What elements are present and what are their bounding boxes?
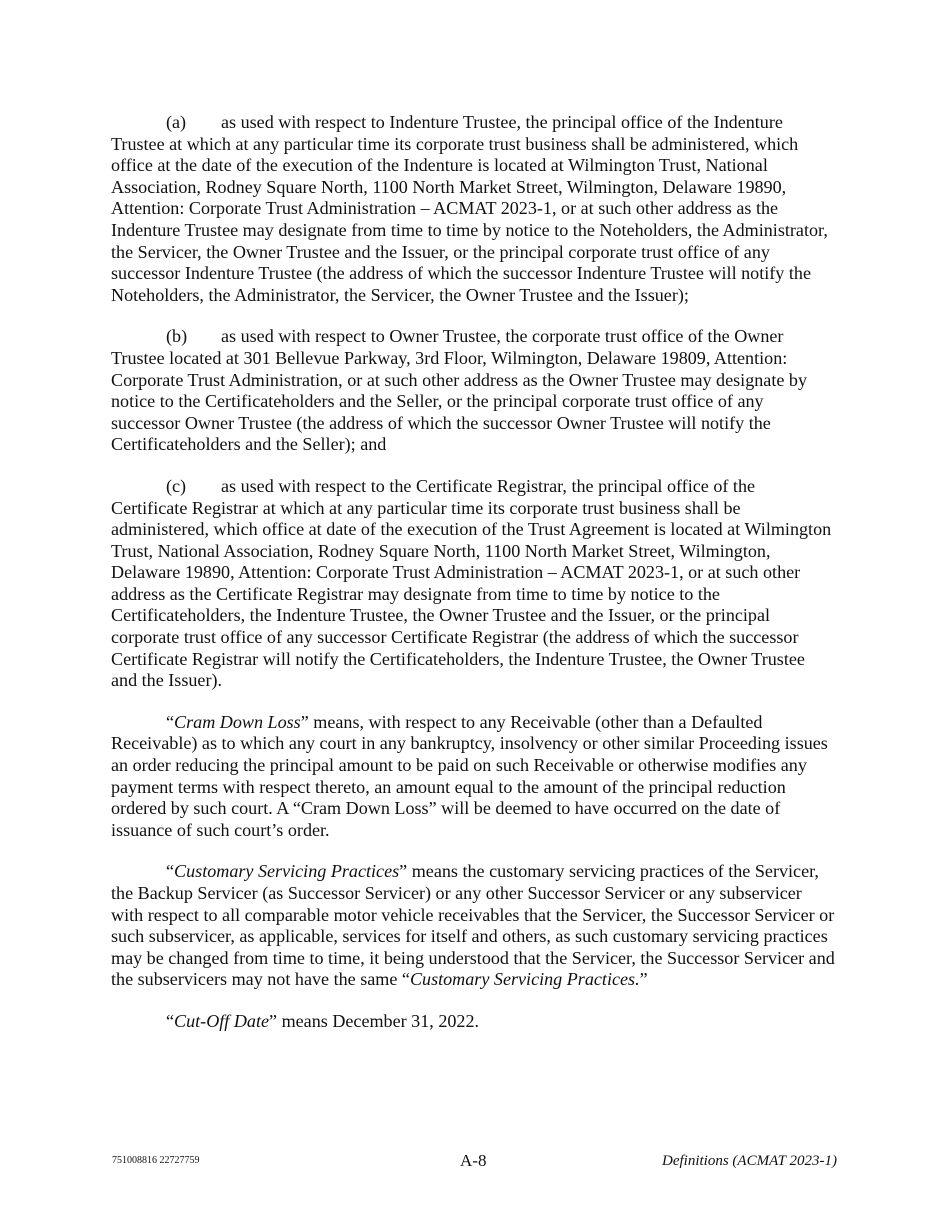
subparagraph-text: as used with respect to Owner Trustee, the corporate trust office of the Owner Trustee located at 301 Bellevue Parkway, 3rd Floor, Wilmington, Delaware 19809, Attention: Corporate Trust Administration, or at such other address as the Owner Trustee may designate by notice to the Certificateholders and the Seller, or the principal corporate trust office of any successor Owner Trustee (the address of which the successor Owner Trustee will notify the Certificateholders and the Seller); and bbox=[111, 326, 808, 455]
subparagraph-text: as used with respect to Indenture Trustee, the principal office of the Indenture Trustee at which at any particular time its corporate trust business shall be administered, which office at the date of the execution of the Indenture is located at Wilmington Trust, National Association, Rodney Square North, 1100 North Market Street, Wilmington, Delaware 19890, Attention: Corporate Trust Administration – ACMAT 2023-1, or at such other address as the Indenture Trustee may designate from time to time by notice to the Noteholders, the Administrator, the Servicer, the Owner Trustee and the Issuer, or the principal corporate trust office of any successor Indenture Trustee (the address of which the successor Indenture Trustee will notify the Noteholders, the Administrator, the Servicer, the Owner Trustee and the Issuer); bbox=[111, 112, 828, 305]
subparagraph-label: (a) bbox=[166, 112, 187, 132]
document-body bbox=[111, 112, 835, 1033]
footer-document-id: 751008816 22727759 bbox=[112, 1155, 200, 1166]
definition-text: ” means December 31, 2022. bbox=[269, 1010, 480, 1031]
open-quote: “ bbox=[166, 1010, 175, 1031]
footer-document-title: Definitions (ACMAT 2023-1) bbox=[662, 1153, 837, 1169]
definition-text: ” means, with respect to any Receivable (other than a Defaulted Receivable) as to which any court in any bankruptcy, insolvency or other similar Proceeding issues an order reducing the principal amount to be paid on such Receivable or otherwise modifies any payment terms with respect thereto, an amount equal to the amount of the principal reduction ordered by such court. A “Cram Down Loss” will be deemed to have occurred on the date of issuance of such court’s order. bbox=[111, 711, 828, 840]
definition-subparagraph-a bbox=[111, 112, 835, 306]
definition-customary-servicing-practices bbox=[111, 861, 835, 991]
defined-term: Cut-Off Date bbox=[174, 1010, 270, 1031]
definition-subparagraph-c bbox=[111, 476, 835, 692]
definition-subparagraph-b bbox=[111, 326, 835, 456]
defined-term-reference: Customary Servicing Practices. bbox=[409, 969, 640, 990]
open-quote: “ bbox=[166, 711, 175, 732]
definition-cut-off-date bbox=[111, 1011, 835, 1033]
subparagraph-text: as used with respect to the Certificate Registrar, the principal office of the Certificate Registrar at which at any particular time its corporate trust business shall be administered, which office at date of the execution of the Trust Agreement is located at Wilmington Trust, National Association, Rodney Square North, 1100 North Market Street, Wilmington, Delaware 19890, Attention: Corporate Trust Administration – ACMAT 2023-1, or at such other address as the Certificate Registrar may designate from time to time by notice to the Certificateholders, the Indenture Trustee, the Owner Trustee and the Issuer, or the principal corporate trust office of any successor Certificate Registrar (the address of which the successor Certificate Registrar will notify the Certificateholders, the Indenture Trustee, the Owner Trustee and the Issuer). bbox=[111, 475, 832, 691]
definition-cram-down-loss bbox=[111, 712, 835, 842]
subparagraph-label: (b) bbox=[166, 326, 188, 347]
definition-text: ” means the customary servicing practices of the Servicer, the Backup Servicer (as Successor Servicer) or any other Successor Servicer or any subservicer with respect to all comparable motor vehicle receivables that the Servicer, the Successor Servicer or such subservicer, as applicable, services for itself and others, as such customary servicing practices may be changed from time to time, it being understood that the Servicer, the Successor Servicer and the subservicers may not have the same “ bbox=[111, 861, 835, 990]
subparagraph-label: (c) bbox=[166, 475, 187, 496]
close-quote: ” bbox=[639, 969, 648, 990]
open-quote: “ bbox=[166, 861, 175, 882]
footer-page-number: A-8 bbox=[460, 1151, 487, 1170]
defined-term: Cram Down Loss bbox=[174, 711, 301, 732]
defined-term: Customary Servicing Practices bbox=[174, 861, 400, 882]
